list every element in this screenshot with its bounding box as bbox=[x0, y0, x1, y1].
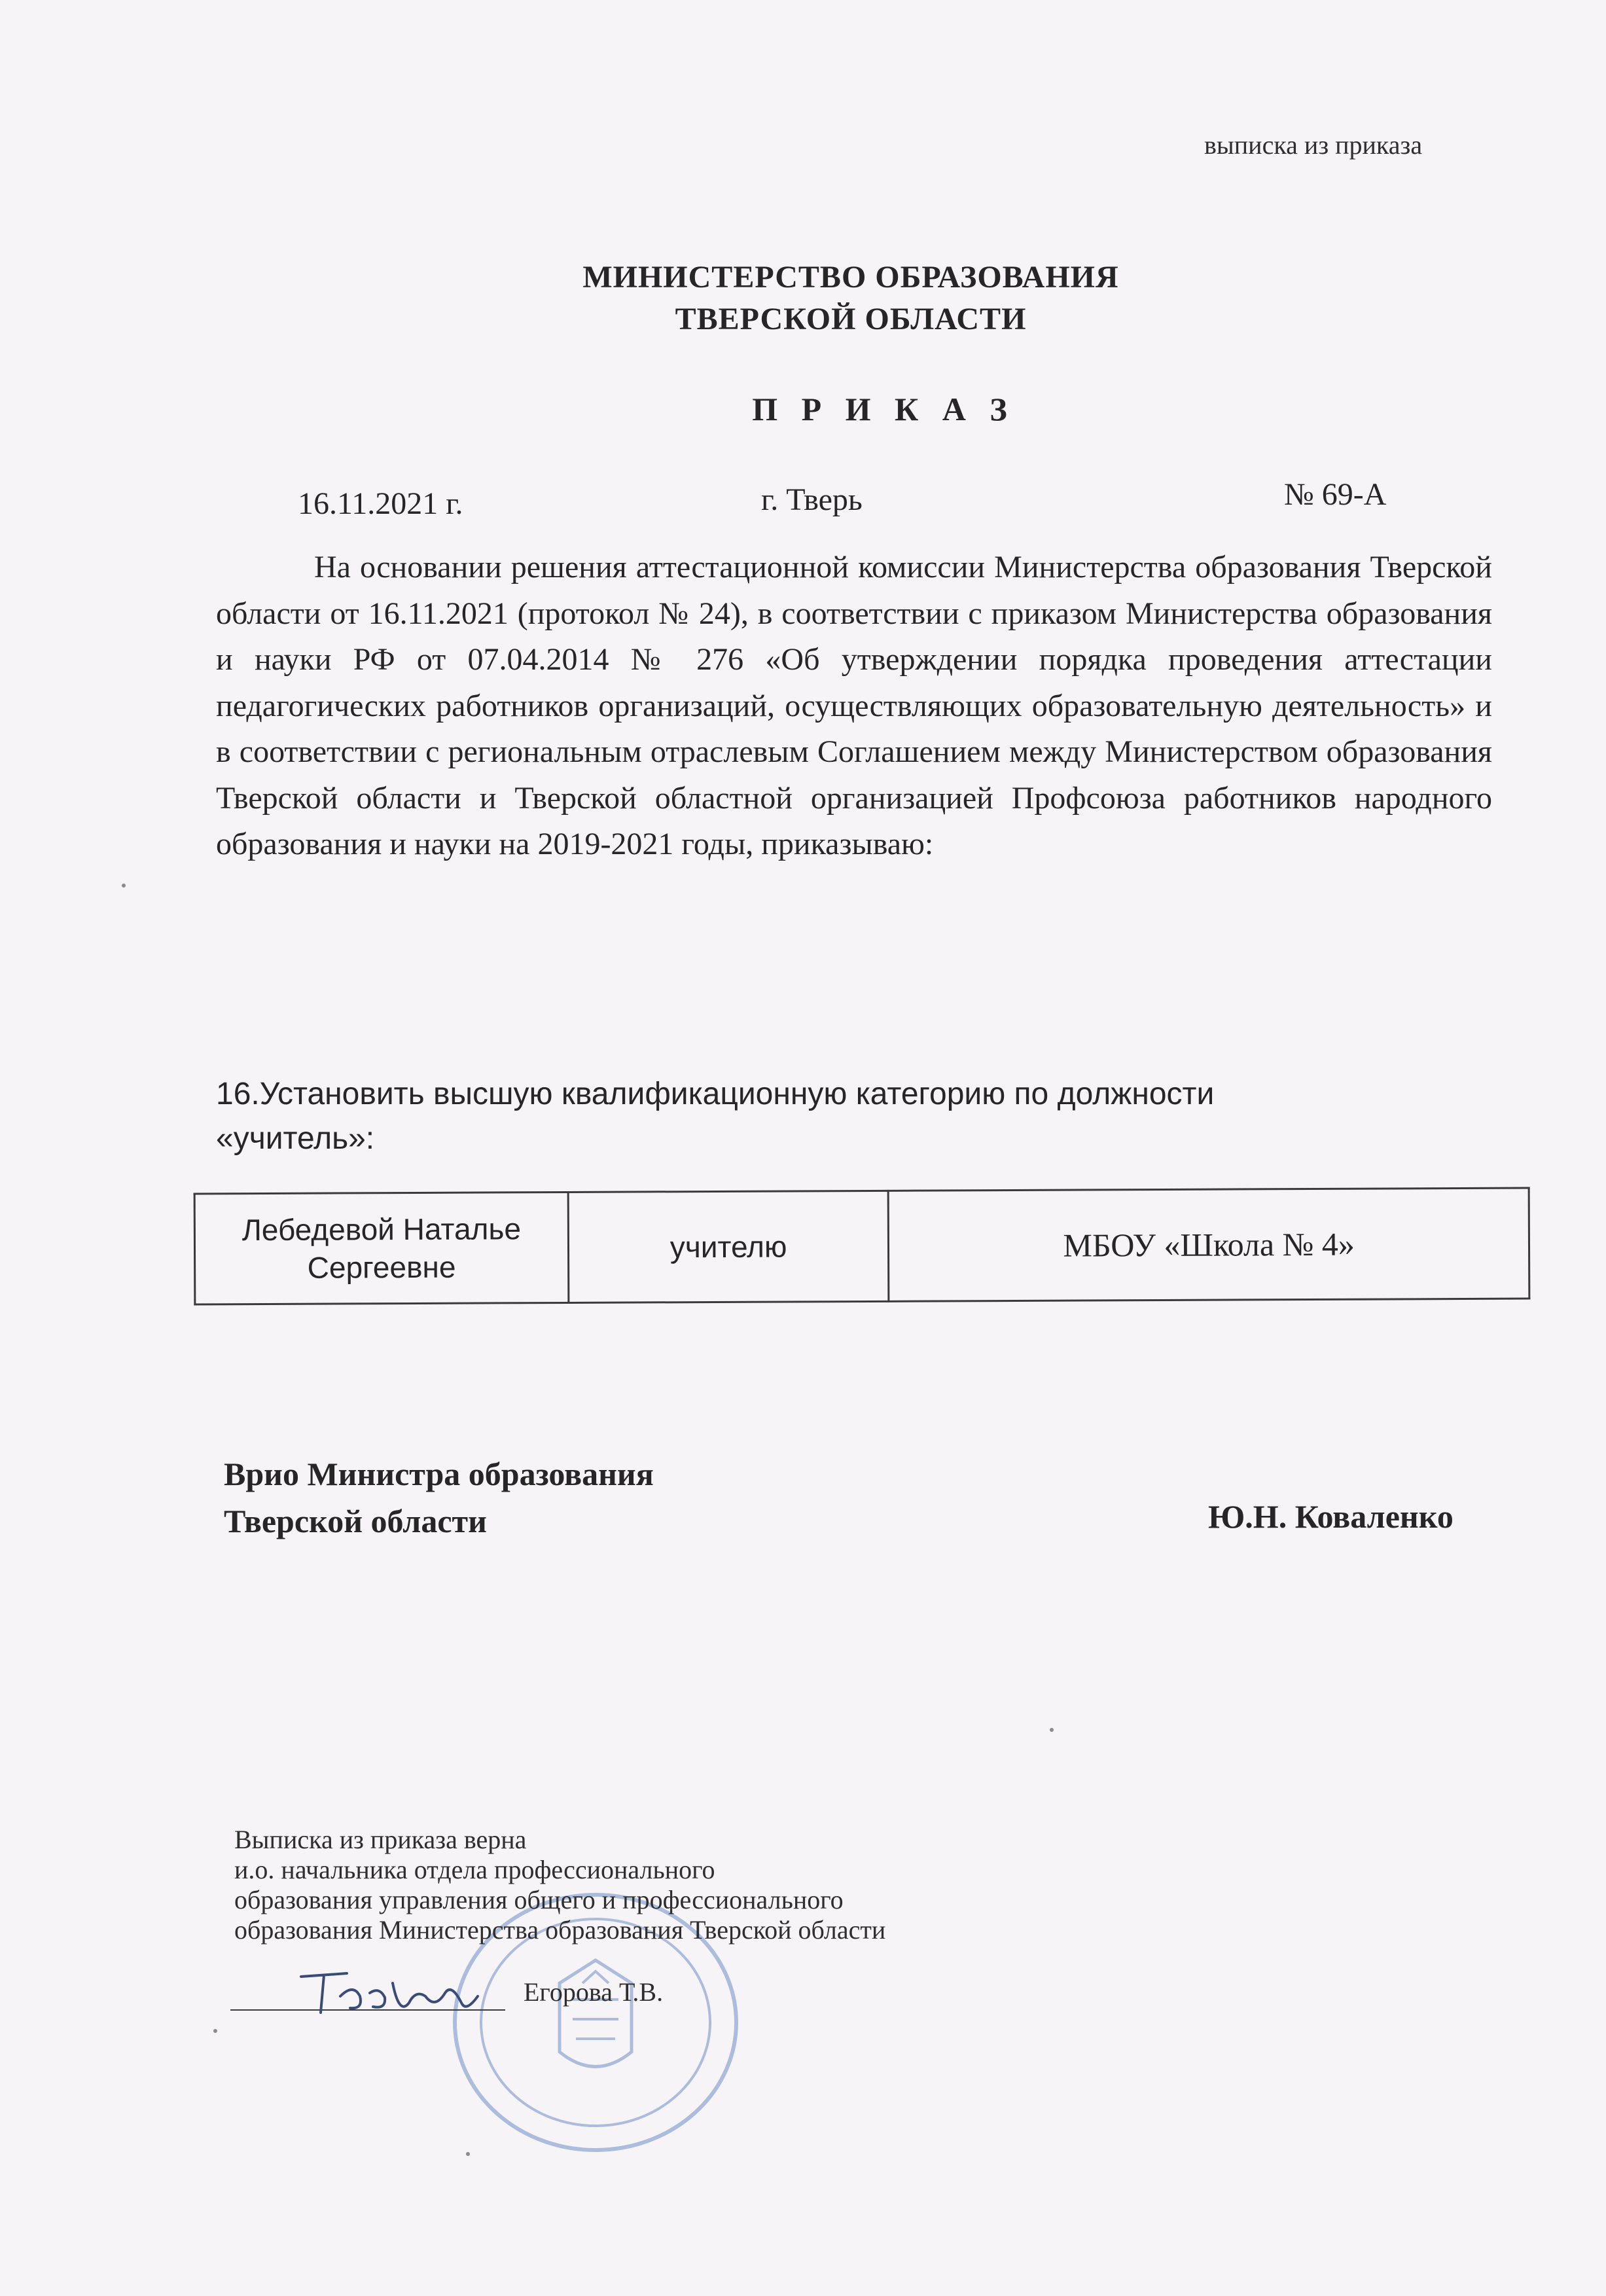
table-row bbox=[194, 1188, 1529, 1304]
extract-note: выписка из приказа bbox=[1204, 130, 1423, 160]
order-date: 16.11.2021 г. bbox=[298, 486, 463, 521]
order-number: № 69-А bbox=[1284, 477, 1387, 512]
scan-speck bbox=[1050, 1728, 1054, 1732]
scan-speck bbox=[122, 884, 126, 888]
certification-block bbox=[234, 1825, 885, 1945]
order-city: г. Тверь bbox=[761, 482, 863, 517]
certification-line-1: Выписка из приказа верна bbox=[234, 1825, 527, 1854]
certification-line-3: образования управления общего и профессионального bbox=[234, 1885, 844, 1914]
signatory-position-line-2: Тверской области bbox=[224, 1503, 487, 1539]
signatory-position bbox=[224, 1450, 654, 1545]
clause-line-2: «учитель»: bbox=[216, 1121, 375, 1156]
preamble-paragraph: На основании решения аттестационной комиссии Министерства образования Тверской области от 16.11.2021 (протокол № 24), в соответствии с приказом Министерства образования и науки РФ от 07.04.2014 № 276 «Об утверждении порядка проведения аттестации педагогических работников организаций, осуществляющих образовательную деятельность» и в соответствии с региональным отраслевым Соглашением между Министерством образования Тверской области и Тверской областной организацией Профсоюза работников народного образования и науки на 2019-2021 годы, приказываю: bbox=[216, 550, 1492, 861]
scan-speck bbox=[466, 2152, 470, 2156]
scan-speck bbox=[213, 2029, 217, 2033]
teacher-table bbox=[194, 1187, 1531, 1306]
signatory-name: Ю.Н. Коваленко bbox=[1208, 1498, 1454, 1535]
ministry-line-1: МИНИСТЕРСТВО ОБРАЗОВАНИЯ bbox=[582, 260, 1119, 295]
clause-line-1: 16.Установить высшую квалификационную категорию по должности bbox=[216, 1077, 1215, 1111]
certification-line-2: и.о. начальника отдела профессионального bbox=[234, 1855, 715, 1884]
certifier-name: Егорова Т.В. bbox=[524, 1977, 664, 2007]
ministry-line-2: ТВЕРСКОЙ ОБЛАСТИ bbox=[675, 302, 1027, 336]
clause-16 bbox=[216, 1072, 1427, 1161]
certification-line-4: образования Министерства образования Тверской области bbox=[234, 1915, 886, 1945]
ministry-header bbox=[0, 257, 1606, 340]
teacher-name-line-1: Лебедевой Наталье bbox=[241, 1211, 522, 1247]
handwritten-signature bbox=[294, 1957, 484, 2029]
teacher-name-cell bbox=[194, 1192, 569, 1304]
signatory-position-line-1: Врио Министра образования bbox=[224, 1456, 654, 1492]
order-title: П Р И К А З bbox=[752, 391, 1015, 427]
organization-cell: МБОУ «Школа № 4» bbox=[888, 1188, 1529, 1301]
teacher-name-line-2: Сергеевне bbox=[307, 1249, 456, 1285]
teacher-position-cell: учителю bbox=[568, 1191, 889, 1302]
